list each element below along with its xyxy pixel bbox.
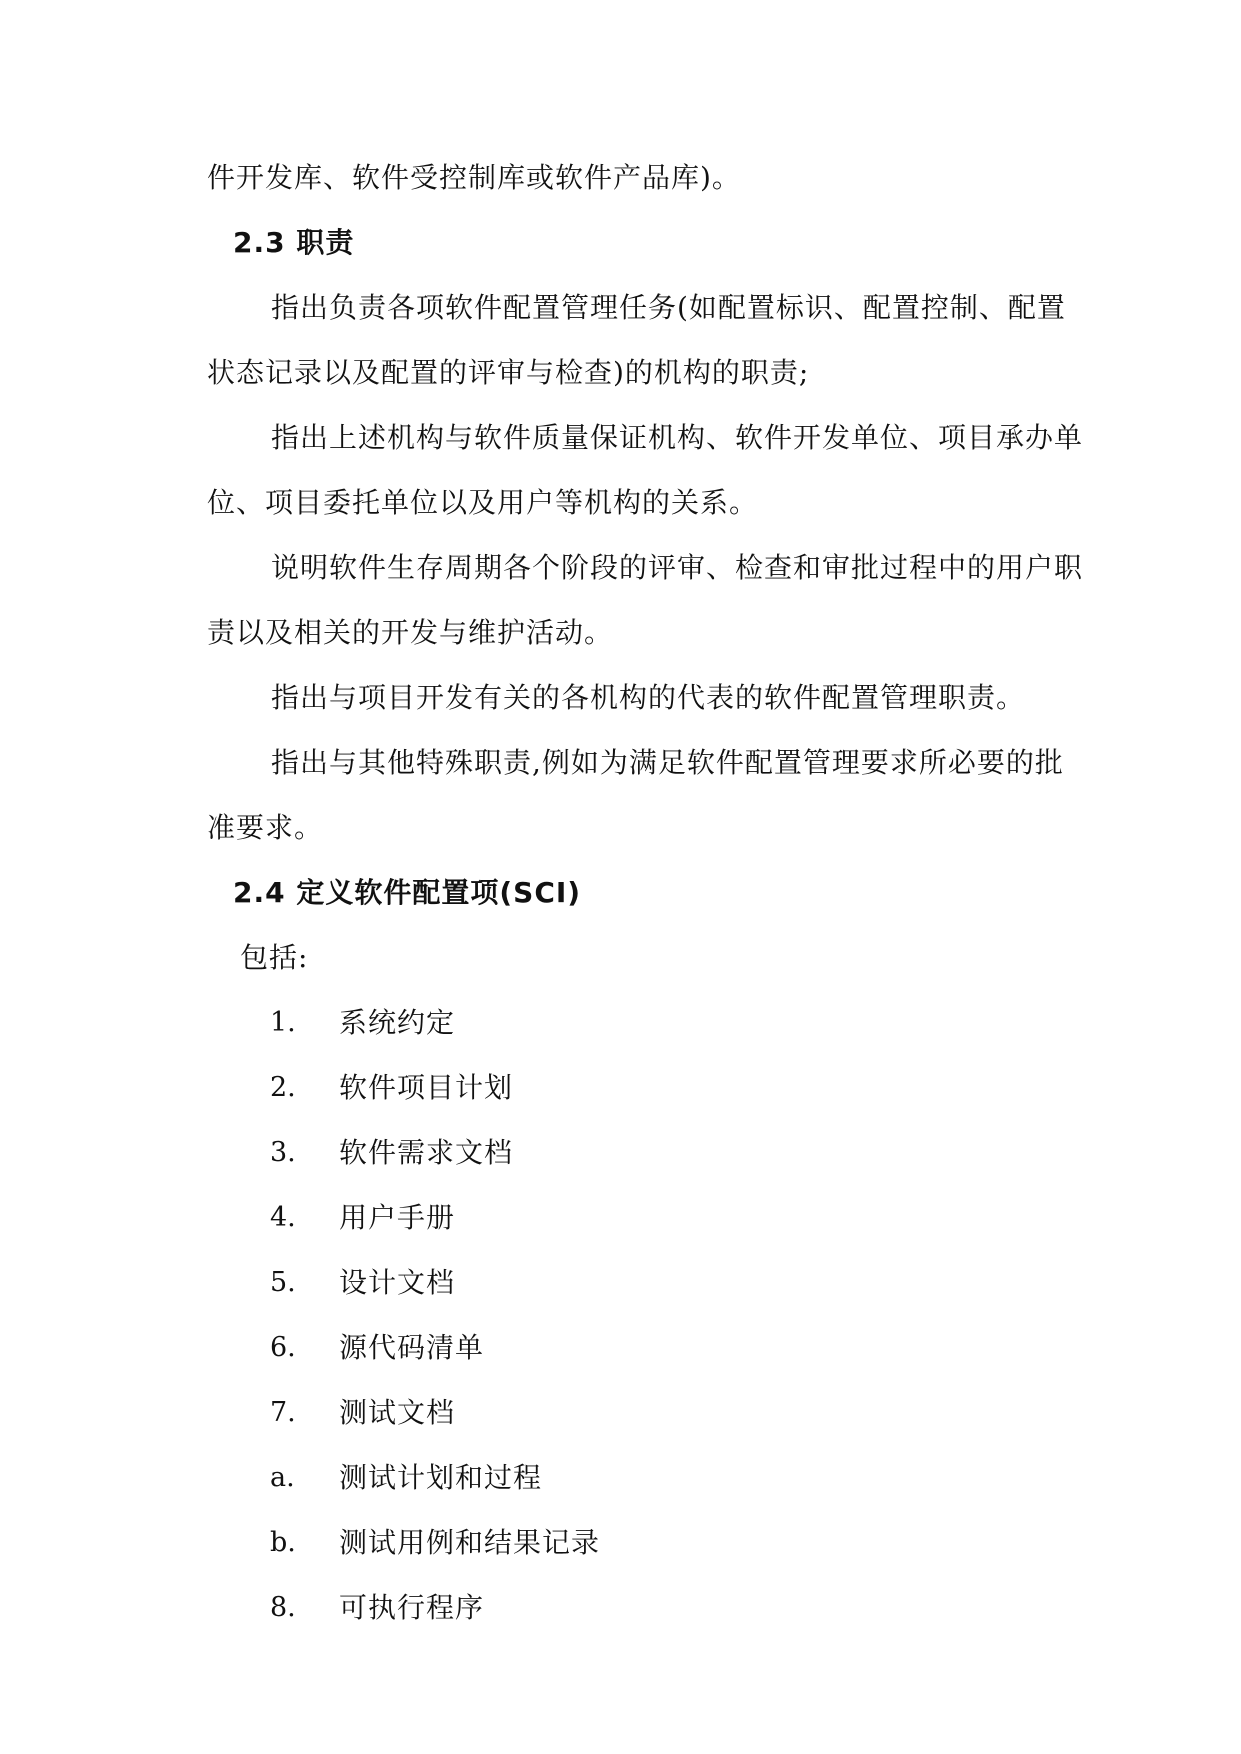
carryover-line: 件开发库、软件受控制库或软件产品库)。 — [207, 161, 741, 194]
list-item-text: 软件需求文档 — [339, 1136, 514, 1169]
list-item-text: 测试文档 — [339, 1396, 456, 1429]
responsibility-paragraph-2-line-2: 位、项目委托单位以及用户等机构的关系。 — [207, 486, 759, 519]
list-item-number: 3. — [270, 1137, 296, 1168]
list-item-text: 用户手册 — [339, 1201, 456, 1234]
responsibility-paragraph-4: 指出与项目开发有关的各机构的代表的软件配置管理职责。 — [271, 681, 1026, 714]
list-item-text: 可执行程序 — [339, 1591, 485, 1624]
list-item-text: 软件项目计划 — [339, 1071, 514, 1104]
list-item-number: 4. — [270, 1202, 296, 1233]
includes-label: 包括: — [240, 941, 309, 974]
list-item-number: 8. — [270, 1592, 296, 1623]
responsibility-paragraph-5-line-2: 准要求。 — [207, 811, 324, 844]
responsibility-paragraph-2-line-1: 指出上述机构与软件质量保证机构、软件开发单位、项目承办单 — [271, 421, 1084, 454]
list-item-number: 5. — [270, 1267, 296, 1298]
list-item-text: 源代码清单 — [339, 1331, 485, 1364]
list-item-text: 设计文档 — [339, 1266, 456, 1299]
list-item-number: 6. — [270, 1332, 296, 1363]
list-item-number: 7. — [270, 1397, 296, 1428]
list-item-text: 测试计划和过程 — [339, 1461, 543, 1494]
responsibility-paragraph-1-line-2: 状态记录以及配置的评审与检查)的机构的职责; — [207, 356, 810, 389]
list-item-text: 系统约定 — [339, 1006, 456, 1039]
list-item-text: 测试用例和结果记录 — [339, 1526, 601, 1559]
section-2-4-heading: 2.4 定义软件配置项(SCI) — [233, 876, 582, 909]
list-item-number: 1. — [270, 1007, 296, 1038]
responsibility-paragraph-3-line-1: 说明软件生存周期各个阶段的评审、检查和审批过程中的用户职 — [271, 551, 1084, 584]
responsibility-paragraph-3-line-2: 责以及相关的开发与维护活动。 — [207, 616, 614, 649]
list-item-number: 2. — [270, 1072, 296, 1103]
responsibility-paragraph-5-line-1: 指出与其他特殊职责,例如为满足软件配置管理要求所必要的批 — [271, 746, 1064, 779]
section-2-3-heading: 2.3 职责 — [233, 226, 355, 259]
list-item-letter: b. — [270, 1527, 296, 1558]
list-item-letter: a. — [270, 1462, 295, 1493]
responsibility-paragraph-1-line-1: 指出负责各项软件配置管理任务(如配置标识、配置控制、配置 — [271, 291, 1066, 324]
